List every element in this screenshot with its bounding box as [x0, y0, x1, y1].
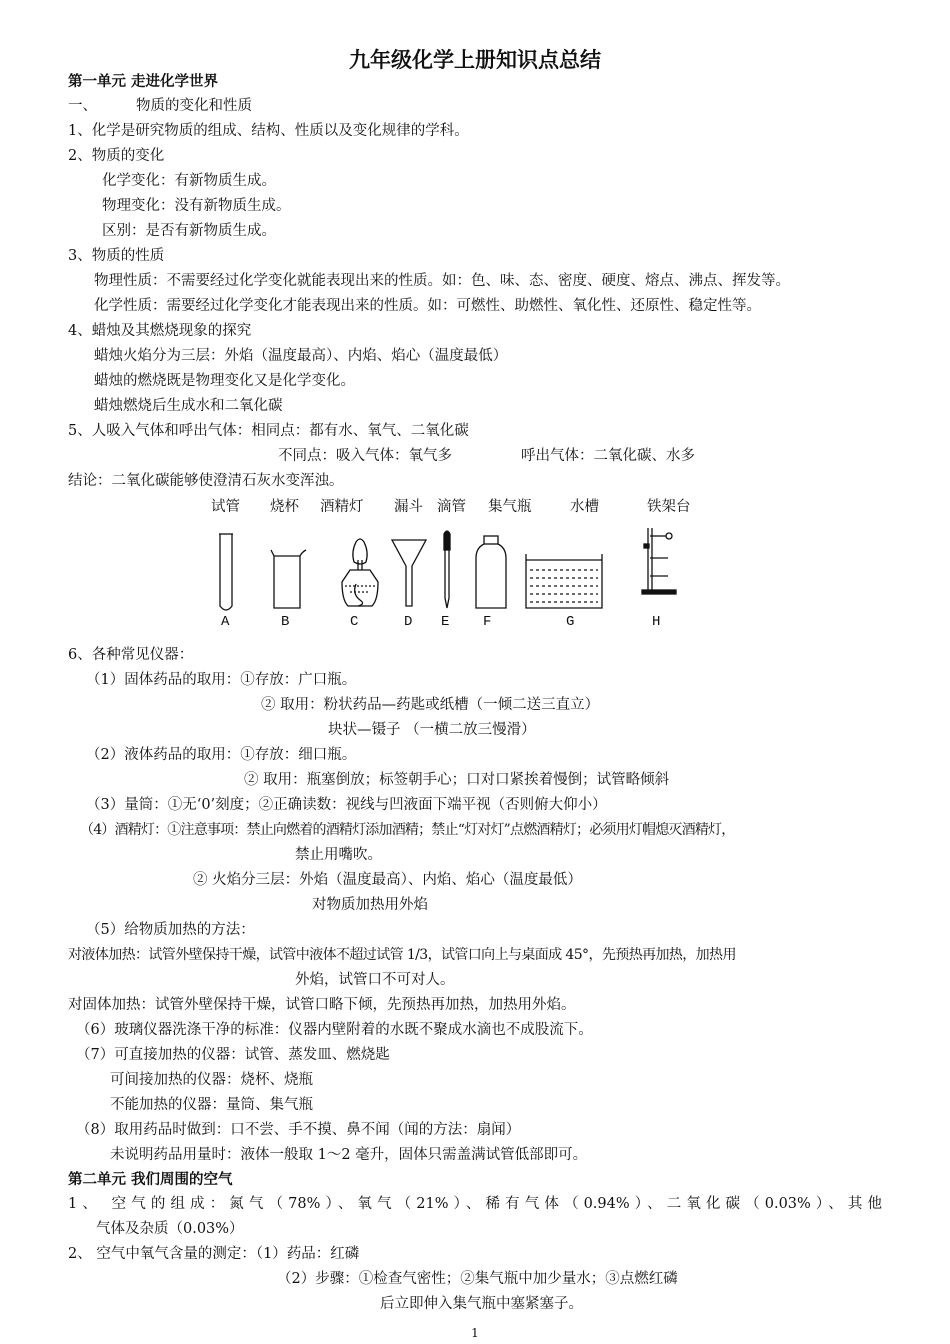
paragraph: ② 取用：瓶塞倒放；标签朝手心；口对口紧挨着慢倒；试管略倾斜 [244, 772, 670, 788]
paragraph: 物理性质：不需要经过化学变化就能表现出来的性质。如：色、味、态、密度、硬度、熔点、沸点、挥发等。 [94, 273, 790, 289]
paragraph: 4、蜡烛及其燃烧现象的探究 [68, 323, 252, 339]
section1-title: 物质的变化和性质 [136, 98, 252, 114]
instrument-name: 铁架台 [647, 499, 691, 515]
instrument-name: 漏斗 [394, 499, 423, 515]
paragraph: 气体及杂质（0.03%） [96, 1221, 244, 1237]
paragraph: 可间接加热的仪器：烧杯、烧瓶 [110, 1072, 313, 1088]
unit1-heading: 第一单元 走进化学世界 [68, 73, 219, 90]
paragraph: 外焰，试管口不可对人。 [295, 972, 455, 988]
paragraph: 结论：二氧化碳能够使澄清石灰水变浑浊。 [68, 473, 344, 489]
paragraph: 6、各种常见仪器： [68, 647, 194, 663]
paragraph: ② 取用：粉状药品—药匙或纸槽（一倾二送三直立） [261, 697, 600, 713]
paragraph: （1）固体药品的取用：①存放：广口瓶。 [86, 672, 357, 688]
dropper-icon [444, 531, 450, 608]
paragraph: 化学性质：需要经过化学变化才能表现出来的性质。如：可燃性、助燃性、氧化性、还原性、稳定性等。 [94, 298, 761, 314]
instrument-name: 集气瓶 [488, 499, 532, 515]
paragraph: 对物质加热用外焰 [312, 897, 428, 913]
paragraph: 蜡烛的燃烧既是物理变化又是化学变化。 [94, 373, 355, 389]
paragraph: 化学变化：有新物质生成。 [102, 173, 276, 189]
paragraph: 不同点：吸入气体：氧气多 [278, 448, 452, 464]
test-tube-icon [219, 534, 233, 610]
instrument-letter: A [221, 614, 230, 630]
document-title: 九年级化学上册知识点总结 [349, 48, 601, 72]
beaker-icon [271, 550, 306, 608]
instrument-letter: G [566, 614, 575, 630]
paragraph: （2）步骤：①检查气密性；②集气瓶中加少量水；③点燃红磷 [277, 1271, 678, 1287]
instrument-name: 烧杯 [270, 499, 299, 515]
gas-bottle-icon [476, 536, 506, 608]
funnel-icon [392, 540, 426, 606]
instrument-name: 滴管 [437, 499, 466, 515]
paragraph: 后立即伸入集气瓶中塞紧塞子。 [380, 1296, 583, 1312]
paragraph: （5）给物质加热的方法： [86, 922, 255, 938]
instrument-letter: E [441, 614, 450, 630]
instrument-name: 水槽 [570, 499, 599, 515]
paragraph: （8）取用药品时做到：口不尝、手不摸、鼻不闻（闻的方法：扇闻） [76, 1122, 521, 1138]
paragraph: 呼出气体：二氧化碳、水多 [521, 448, 695, 464]
unit2-heading: 第二单元 我们周围的空气 [68, 1171, 233, 1188]
instrument-letter: D [404, 614, 413, 630]
paragraph: 3、物质的性质 [68, 248, 165, 264]
paragraph: （7）可直接加热的仪器：试管、蒸发皿、燃烧匙 [76, 1047, 390, 1063]
instrument-drawings [200, 520, 720, 620]
alcohol-lamp-icon [342, 539, 378, 606]
paragraph: 蜡烛火焰分为三层：外焰（温度最高）、内焰、焰心（温度最低） [94, 348, 508, 364]
instrument-letter: C [350, 614, 359, 630]
paragraph: ② 火焰分三层：外焰（温度最高）、内焰、焰心（温度最低） [193, 872, 582, 888]
instrument-letter: H [652, 614, 661, 630]
paragraph: （2）液体药品的取用：①存放：细口瓶。 [86, 747, 357, 763]
paragraph: 对固体加热：试管外壁保持干燥，试管口略下倾，先预热再加热，加热用外焰。 [68, 997, 576, 1013]
paragraph: （6）玻璃仪器洗涤干净的标准：仪器内壁附着的水既不聚成水滴也不成股流下。 [76, 1022, 593, 1038]
instrument-letter: F [483, 614, 492, 630]
paragraph: （3）量筒：①无‘0’刻度；②正确读数：视线与凹液面下端平视（否则俯大仰小） [86, 797, 607, 813]
paragraph: 不能加热的仪器：量筒、集气瓶 [110, 1097, 313, 1113]
paragraph: 对液体加热：试管外壁保持干燥，试管中液体不超过试管 1/3，试管口向上与桌面成 45°，先预热再加热，加热用 [68, 947, 736, 963]
iron-stand-icon [642, 528, 676, 594]
instrument-letter: B [281, 614, 290, 630]
paragraph: 2、 空气中氧气含量的测定：（1）药品：红磷 [68, 1246, 360, 1262]
section1-number: 一、 [68, 98, 97, 114]
paragraph: 2、物质的变化 [68, 148, 165, 164]
paragraph: 物理变化：没有新物质生成。 [102, 198, 291, 214]
paragraph: （4）酒精灯：①注意事项：禁止向燃着的酒精灯添加酒精；禁止“灯对灯”点燃酒精灯；必须用灯帽熄灭酒精灯， [80, 822, 735, 838]
paragraph: 区别：是否有新物质生成。 [102, 223, 276, 239]
water-trough-icon [526, 554, 602, 608]
paragraph: 1、 空气的组成：氮气（78%）、氧气（21%）、稀有气体（0.94%）、二氧化碳（0.03%）、其他 [68, 1196, 882, 1212]
instrument-name: 试管 [211, 499, 240, 515]
paragraph: 蜡烛燃烧后生成水和二氧化碳 [94, 398, 283, 414]
paragraph: 未说明药品用量时：液体一般取 1～2 毫升，固体只需盖满试管低部即可。 [110, 1147, 588, 1163]
page-number: 1 [471, 1326, 479, 1340]
paragraph: 禁止用嘴吹。 [295, 847, 382, 863]
instrument-name: 酒精灯 [320, 499, 364, 515]
paragraph: 5、人吸入气体和呼出气体：相同点：都有水、氧气、二氧化碳 [68, 423, 469, 439]
paragraph: 1、化学是研究物质的组成、结构、性质以及变化规律的学科。 [68, 123, 469, 139]
paragraph: 块状—镊子 （一横二放三慢滑） [328, 722, 536, 738]
